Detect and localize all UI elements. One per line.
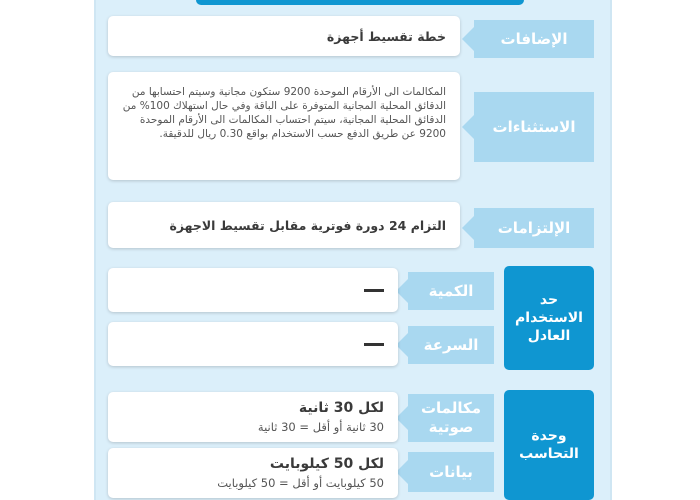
exceptions-value [108,72,460,180]
commitments-label-text: الإلتزامات [497,218,571,237]
additions-value [108,16,460,56]
data-value [108,448,398,498]
exceptions-value-text: المكالمات الى الأرقام الموحدة 9200 ستكون مجانية وسيتم احتسابها من الدقائق المحلية المجانية المتوفرة على الباقة وفي حال استهلاك 100% من الدقائق المحلية المجانية، سيتم احتساب المكالمات الى الأرقام الموحدة 9200 عن طريق الدفع حسب الاستخدام بواقع 0.30 ريال للدقيقة. [122,86,446,140]
data-label [408,452,494,492]
commitments-label [474,208,594,248]
speed-dash [364,343,384,346]
fair-use-title-text: حد الاستخدام العادل [515,291,583,345]
commitments-value [108,202,460,248]
additions-label-text: الإضافات [500,29,568,48]
exceptions-label [474,92,594,162]
exceptions-label-text: الاستثناءات [492,117,576,136]
data-sub: 50 كيلوبايت أو أقل = 50 كيلوبايت [217,476,384,490]
billing-unit-title [504,390,594,500]
billing-unit-title-text: وحدة التحاسب [519,427,579,462]
commitments-value-text: التزام 24 دورة فوترية مقابل تقسيط الاجهزة [169,217,446,233]
speed-value [108,322,398,366]
voice-calls-sub: 30 ثانية أو أقل = 30 ثانية [257,420,384,434]
top-tab-bar [196,0,524,5]
voice-calls-main: لكل 30 ثانية [298,400,384,416]
speed-label [408,326,494,364]
additions-value-text: خطة تقسيط أجهزة [326,28,446,44]
data-main: لكل 50 كيلوبايت [269,456,384,472]
voice-calls-value [108,392,398,442]
speed-label-text: السرعة [423,335,479,354]
quantity-label [408,272,494,310]
additions-label [474,20,594,58]
quantity-dash [364,289,384,292]
data-label-text: بيانات [429,462,473,481]
voice-calls-label-text: مكالمات صوتية [420,399,482,436]
quantity-value [108,268,398,312]
voice-calls-label [408,394,494,442]
quantity-label-text: الكمية [428,281,474,300]
fair-use-title [504,266,594,370]
